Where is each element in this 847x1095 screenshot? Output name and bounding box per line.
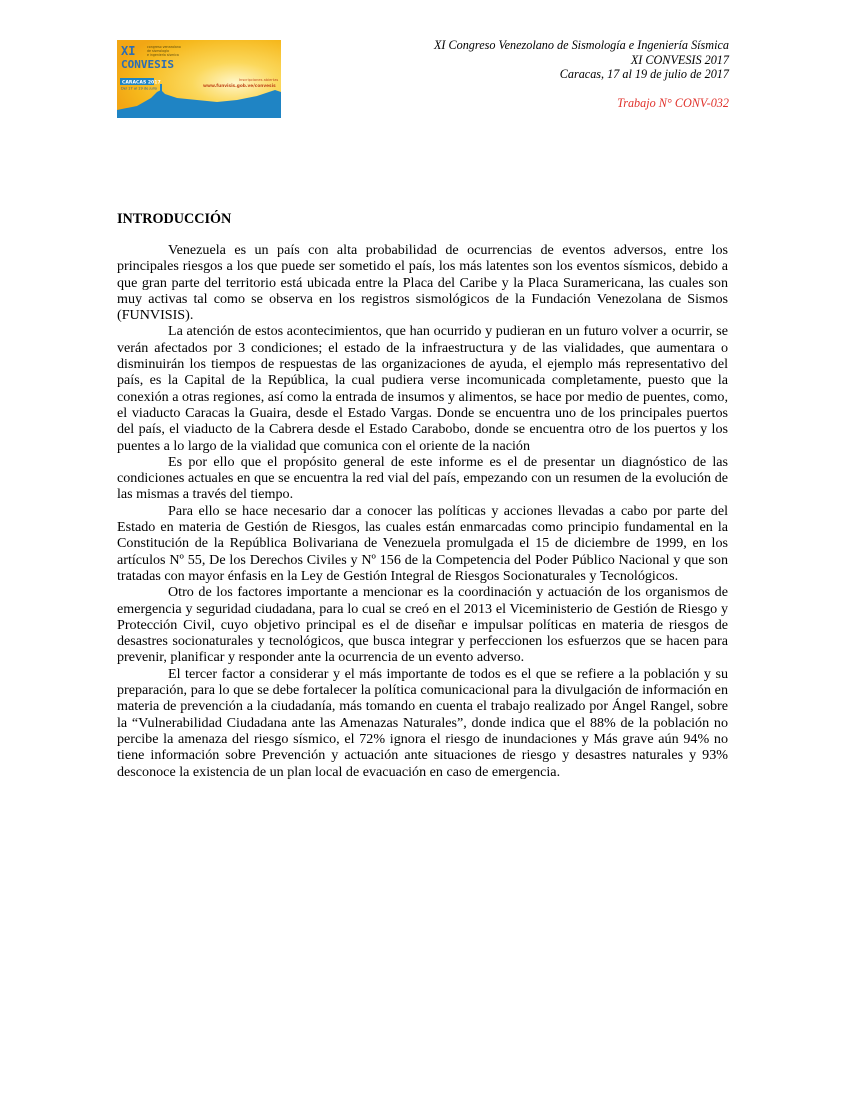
paragraph-6: El tercer factor a considerar y el más importante de todos es el que se refiere a la población y su preparación, para lo que se debe fortalecer la política comunicacional para la divulgación de información en materia de prevención a la ciudadanía, más tomando en cuenta el trabajo realizado por Ángel Rangel, sobre la “Vulnerabilidad Ciudadana ante las Amenazas Naturales”, donde indica que el 88% de la población no percibe la amenaza del riesgo sísmico, el 72% ignora el riesgo de inundaciones y Más grave aún 94% no tiene información sobre Prevención y actuación ante situaciones de riesgo y desastres naturales y 93% desconoce la existencia de un plan local de evacuación en caso de emergencia.	[117, 665, 728, 780]
logo-title-xi: XI	[121, 44, 136, 58]
logo-badge-city: CARACAS 2017	[122, 80, 161, 86]
work-number: Trabajo N° CONV-032	[617, 95, 729, 110]
paragraph-5: Otro de los factores importante a mencionar es la coordinación y actuación de los organismos de emergencia y seguridad ciudadana, para lo cual se creó en el 2013 el Viceministerio de Gestión de Riesgo y Protección Civil, cuyo objetivo principal es el de diseñar e impulsar políticas en materia de riesgos de desastres socionaturales y tecnológicos, que busca integrar y perfeccionen los esfuerzos que se hacen para prevenir, planificar y responder ante la ocurrencia de un evento adverso.	[117, 584, 728, 666]
header-line-3: Caracas, 17 al 19 de julio de 2017	[559, 67, 729, 81]
logo-subtitle-2: de sismología	[147, 49, 169, 53]
convesis-logo	[117, 40, 281, 118]
logo-url: www.funvisis.gob.ve/convesis	[203, 84, 276, 89]
document-body	[117, 211, 728, 780]
logo-subtitle-3: e ingeniería sísmica	[147, 53, 179, 57]
paragraph-4: Para ello se hace necesario dar a conocer las políticas y acciones llevadas a cabo por parte del Estado en materia de Gestión de Riesgos, las cuales están enmarcadas como principio fundamental en la Constitución de la República Bolivariana de Venezuela promulgada el 15 de diciembre de 1999, en los artículos Nº 55, De los Derechos Civiles y Nº 156 de la Competencia del Poder Público Nacional y que son tratadas con mayor énfasis en la Ley de Gestión Integral de Riesgos Socionaturales y Tecnológicos.	[117, 502, 728, 584]
paragraph-2: La atención de estos acontecimientos, que han ocurrido y pudieran en un futuro volver a ocurrir, se verán afectados por 3 condiciones; el estado de la infraestructura y de las vialidades, que aumentara o disminuirán los tiempos de respuestas de las organizaciones de ayuda, el ejemplo más representativo del país, es la Capital de la República, la cual pudiera verse incomunicada completamente, puesto que la conexión a otras regiones, así como la entrada de insumos y alimentos, se hace por medio de puentes, como, el viaducto Caracas la Guaira, desde el Estado Vargas. Donde se encuentra uno de los principales puertos del país, el viaducto de la Cabrera desde el Estado Carabobo, donde se encuentra otro de los puertos y los puentes a lo largo de la vialidad que comunica con el oriente de la nación	[117, 323, 728, 454]
logo-badge-dates: Del 17 al 19 de julio	[121, 86, 157, 91]
logo-graphic	[117, 40, 281, 118]
header-line-1: XI Congreso Venezolano de Sismología e Ingeniería Sísmica	[433, 38, 729, 52]
section-title: INTRODUCCIÓN	[117, 211, 232, 227]
logo-subtitle-1: congreso venezolano	[147, 45, 181, 49]
conference-header	[434, 38, 729, 110]
paragraph-1: Venezuela es un país con alta probabilidad de ocurrencias de eventos adversos, entre los principales riesgos a los que puede ser sometido el país, los más latentes son los eventos sísmicos, debido a que gran parte del territorio está ubicada entre la Placa del Caribe y la Placa Suramericana, las cuales son muy activas tal como se observa en los registros sismológicos de la Fundación Venezolana de Sismos (FUNVISIS).	[117, 242, 728, 324]
header-line-2: XI CONVESIS 2017	[630, 52, 729, 67]
paragraph-3: Es por ello que el propósito general de este informe es el de presentar un diagnóstico de las condiciones actuales en que se encuentra la red vial del país, empezando con un resumen de la evolución de las mismas a través del tiempo.	[117, 453, 728, 503]
logo-inscriptions: Inscripciones abiertas	[239, 78, 279, 82]
logo-title-convesis: CONVESIS	[121, 58, 174, 71]
